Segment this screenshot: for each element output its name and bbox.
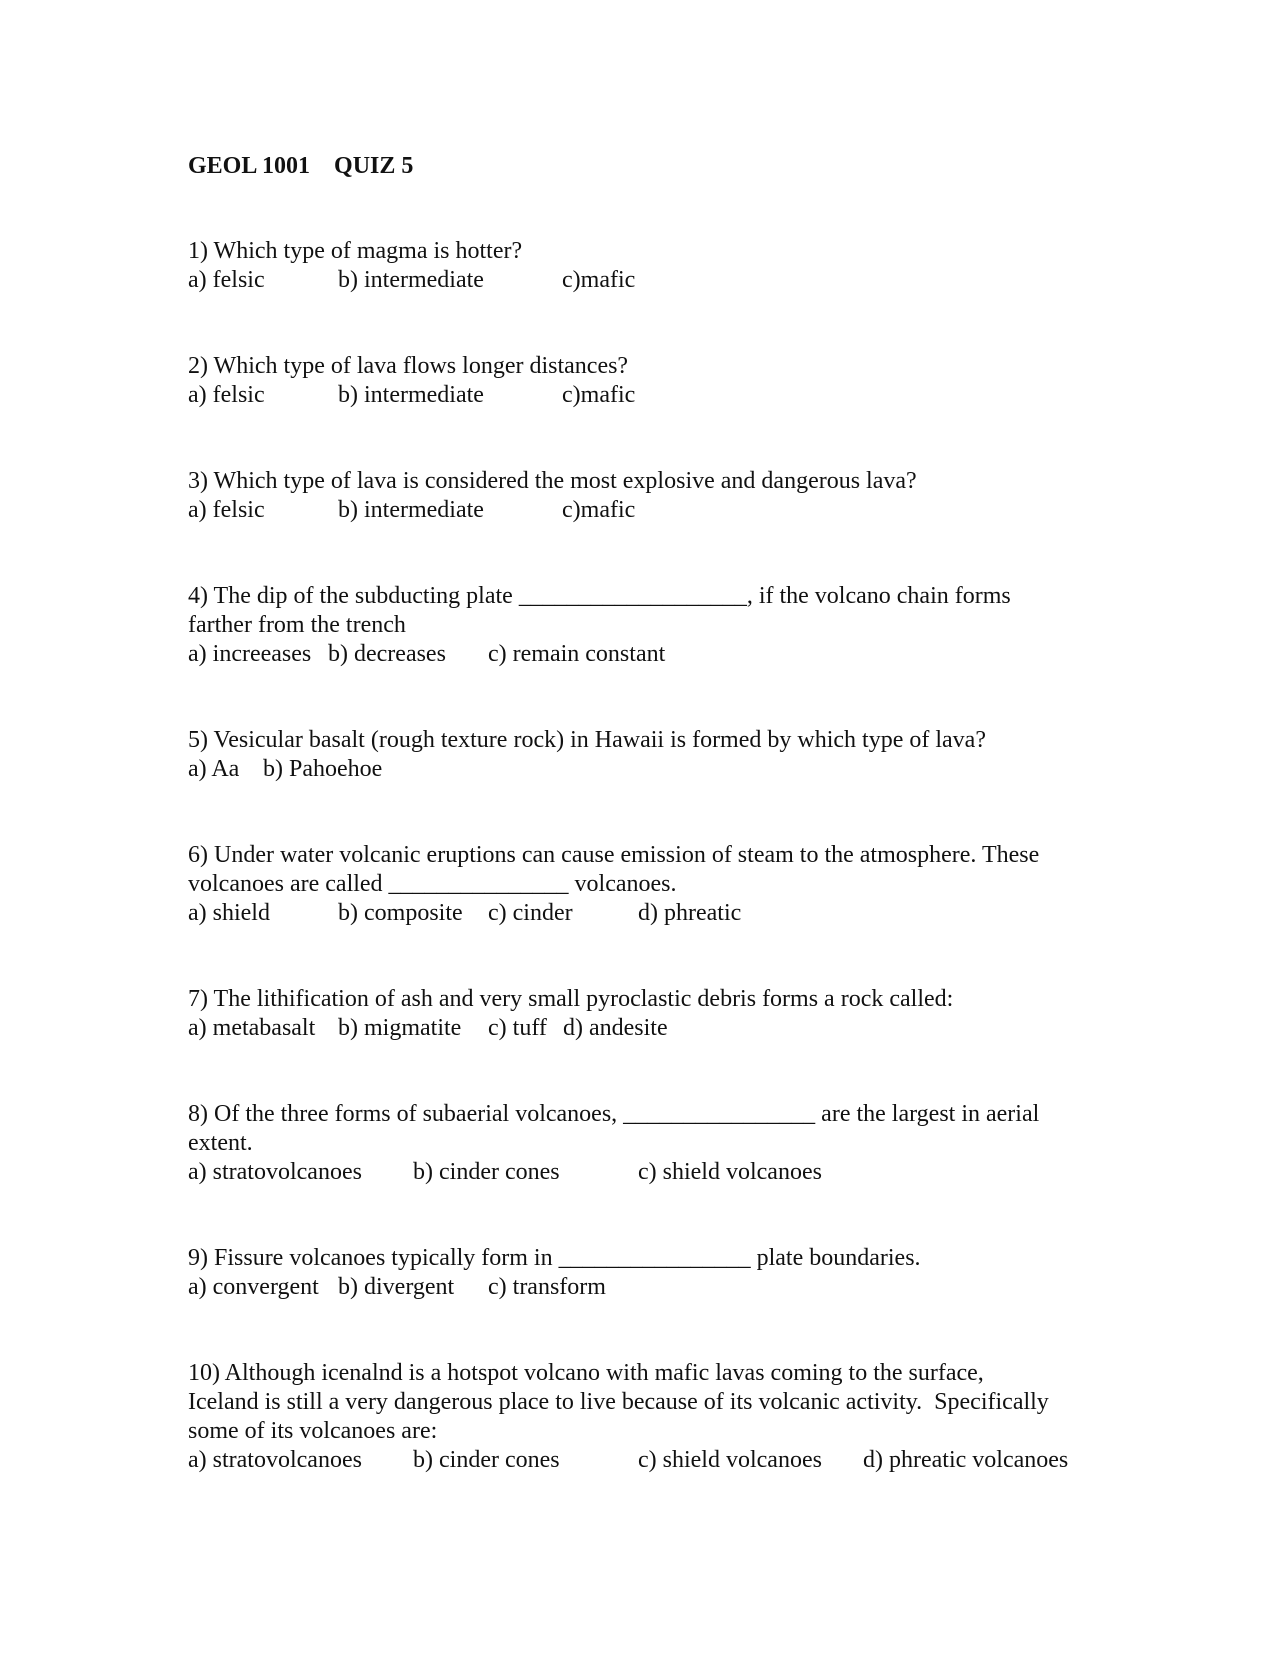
question-8-options bbox=[188, 1158, 1108, 1187]
option-c: c)mafic bbox=[562, 267, 636, 293]
option-b: b) cinder cones bbox=[413, 1159, 560, 1185]
option-c: c) shield volcanoes bbox=[638, 1447, 822, 1473]
question-4-text-line-2: farther from the trench bbox=[188, 612, 406, 638]
question-10-text-line-2: Iceland is still a very dangerous place to live because of its volcanic activity. Specifically bbox=[188, 1389, 1049, 1415]
question-7-text: 7) The lithification of ash and very small pyroclastic debris forms a rock called: bbox=[188, 986, 954, 1012]
question-5-text: 5) Vesicular basalt (rough texture rock) in Hawaii is formed by which type of lava? bbox=[188, 727, 986, 753]
question-6 bbox=[188, 841, 1108, 928]
option-d: d) andesite bbox=[563, 1015, 668, 1041]
option-a: a) Aa bbox=[188, 756, 240, 782]
option-a: a) felsic bbox=[188, 267, 265, 293]
question-5 bbox=[188, 726, 1108, 784]
option-d: d) phreatic volcanoes bbox=[863, 1447, 1069, 1473]
option-a: a) increeases bbox=[188, 641, 312, 667]
question-10 bbox=[188, 1359, 1108, 1475]
question-10-text-line-1: 10) Although icenalnd is a hotspot volcano with mafic lavas coming to the surface, bbox=[188, 1360, 984, 1386]
question-4-options bbox=[188, 640, 1108, 669]
option-a: a) convergent bbox=[188, 1274, 319, 1300]
option-c: c)mafic bbox=[562, 497, 636, 523]
question-8-text-line-1: 8) Of the three forms of subaerial volcanoes, ________________ are the largest in aerial bbox=[188, 1101, 1040, 1127]
question-8 bbox=[188, 1100, 1108, 1187]
question-9-text: 9) Fissure volcanoes typically form in ________________ plate boundaries. bbox=[188, 1245, 921, 1271]
option-b: b) intermediate bbox=[338, 267, 484, 293]
option-c: c)mafic bbox=[562, 382, 636, 408]
option-c: c) tuff bbox=[488, 1015, 547, 1041]
question-1-options bbox=[188, 266, 1108, 295]
option-c: c) transform bbox=[488, 1274, 606, 1300]
option-c: c) cinder bbox=[488, 900, 573, 926]
question-10-text-line-3: some of its volcanoes are: bbox=[188, 1418, 438, 1444]
question-6-text-line-2: volcanoes are called _______________ volcanoes. bbox=[188, 871, 677, 897]
question-2 bbox=[188, 352, 1108, 410]
option-c: c) remain constant bbox=[488, 641, 666, 667]
option-b: b) intermediate bbox=[338, 497, 484, 523]
option-b: b) cinder cones bbox=[413, 1447, 560, 1473]
option-a: a) felsic bbox=[188, 497, 265, 523]
option-b: b) composite bbox=[338, 900, 463, 926]
option-a: a) stratovolcanoes bbox=[188, 1159, 362, 1185]
question-6-text-line-1: 6) Under water volcanic eruptions can cause emission of steam to the atmosphere. These bbox=[188, 842, 1040, 868]
question-5-options bbox=[188, 755, 1108, 784]
question-6-options bbox=[188, 899, 1108, 928]
question-9 bbox=[188, 1244, 1108, 1302]
question-9-options bbox=[188, 1273, 1108, 1302]
option-a: a) metabasalt bbox=[188, 1015, 316, 1041]
option-d: d) phreatic bbox=[638, 900, 742, 926]
question-2-options bbox=[188, 381, 1108, 410]
question-10-options bbox=[188, 1446, 1108, 1475]
question-7-options bbox=[188, 1014, 1108, 1043]
question-8-text-line-2: extent. bbox=[188, 1130, 253, 1156]
option-b: b) Pahoehoe bbox=[263, 756, 383, 782]
option-b: b) divergent bbox=[338, 1274, 455, 1300]
question-1 bbox=[188, 237, 1108, 295]
page-title: GEOL 1001 QUIZ 5 bbox=[188, 153, 414, 179]
question-3-text: 3) Which type of lava is considered the most explosive and dangerous lava? bbox=[188, 468, 917, 494]
question-4 bbox=[188, 582, 1108, 669]
option-a: a) stratovolcanoes bbox=[188, 1447, 362, 1473]
option-b: b) intermediate bbox=[338, 382, 484, 408]
option-b: b) decreases bbox=[328, 641, 446, 667]
question-3-options bbox=[188, 496, 1108, 525]
question-3 bbox=[188, 467, 1108, 525]
option-a: a) felsic bbox=[188, 382, 265, 408]
question-2-text: 2) Which type of lava flows longer distances? bbox=[188, 353, 629, 379]
question-4-text-line-1: 4) The dip of the subducting plate ___________________, if the volcano chain forms bbox=[188, 583, 1011, 609]
question-7 bbox=[188, 985, 1108, 1043]
option-c: c) shield volcanoes bbox=[638, 1159, 822, 1185]
option-b: b) migmatite bbox=[338, 1015, 462, 1041]
question-1-text: 1) Which type of magma is hotter? bbox=[188, 238, 523, 264]
option-a: a) shield bbox=[188, 900, 270, 926]
